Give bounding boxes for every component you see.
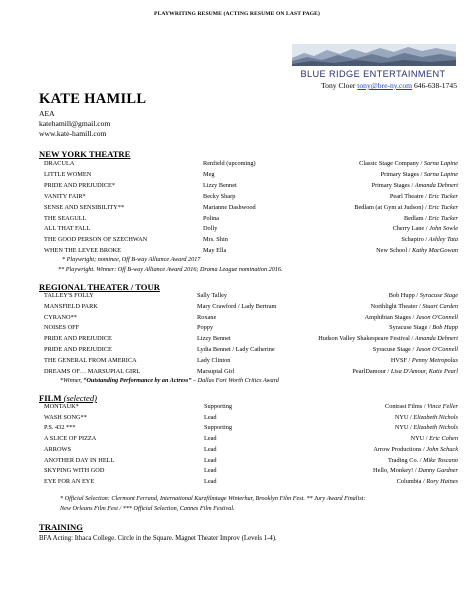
credit-role: Marsupial Girl (197, 367, 235, 375)
credit-title: DREAMS OF… MARSUPIAL GIRL (44, 367, 141, 375)
credit-title: VANITY FAIR* (44, 192, 86, 200)
credit-venue-director: Northlight Theater / Stuart Carden (370, 302, 458, 310)
credit-title: PRIDE AND PREJUDICE (44, 346, 112, 353)
credit-role: Mrs. Shin (203, 236, 228, 244)
credit-venue: NYU (410, 435, 425, 443)
credit-venue: NYU (394, 424, 409, 432)
credit-venue: Northlight Theater (370, 302, 418, 310)
credit-row (44, 423, 458, 432)
mountain-logo-image (292, 44, 456, 66)
credit-venue: PearlDamour (352, 367, 386, 375)
credit-row (44, 334, 458, 343)
credit-row (44, 291, 458, 300)
agency-contact-name: Tony Cloer (321, 81, 356, 90)
credit-row (44, 323, 458, 332)
credit-title: P.S. 432 *** (44, 424, 76, 432)
credit-title: MANSFIELD PARK (44, 302, 98, 310)
credit-director: Amanda Dehnert (414, 335, 458, 343)
credit-venue: Bob Hupp (388, 292, 415, 299)
credit-title: WASH SONG** (44, 413, 87, 421)
credit-role: Lizzy Bennet (197, 335, 231, 343)
credit-row (44, 456, 458, 465)
credit-role: Mary Crawford / Lady Bertram (197, 302, 277, 310)
credit-role: Lizzy Bennet (203, 181, 237, 189)
credit-role: Renfield (upcoming) (203, 160, 256, 167)
credit-venue: Pearl Theatre (389, 192, 424, 200)
credit-venue: Contrast Films (385, 403, 423, 410)
credit-venue: Schapiro (401, 236, 424, 244)
credit-director: John Schuck (426, 445, 458, 453)
credit-row (44, 159, 458, 168)
credit-venue-director: PearlDamour / Lisa D'Amour, Katie Pearl (352, 367, 458, 375)
credit-venue-director: NYU / Elizabeth Nichols (394, 424, 458, 432)
credit-row (44, 170, 458, 179)
credit-director: Mike Toscano (423, 456, 458, 464)
credit-role: Polina (203, 214, 220, 222)
credit-venue: Syracuse Stage (389, 324, 428, 332)
credit-venue-director: Arrow Productions / John Schuck (373, 445, 458, 453)
credit-venue-director: NYU / Elizabeth Nichols (394, 413, 458, 421)
credit-role: Lady Clinton (197, 356, 231, 364)
credit-role: Lead (204, 445, 217, 453)
credit-venue: Primary Stages (380, 170, 419, 178)
credit-row (44, 224, 458, 233)
regional-note-prefix: *Winner, (60, 377, 84, 384)
credit-role: Becky Sharp (203, 192, 236, 200)
credit-venue-director: Cherry Lane / John Sowle (392, 225, 458, 233)
credit-role: Supporting (204, 403, 232, 410)
credit-venue-director: Syracuse Stage / Jason O'Connell (372, 346, 458, 353)
credit-row (44, 356, 458, 365)
credit-title: THE GENERAL FROM AMERICA (44, 356, 137, 364)
credit-title: THE SEAGULL (44, 214, 87, 222)
credit-title: EYE FOR AN EYE (44, 477, 95, 485)
credit-venue: Columbia (396, 477, 422, 485)
credit-director: Eric Tucker (428, 214, 458, 222)
credit-title: SKYPING WITH GOD (44, 467, 105, 475)
credit-venue: Bedlam (at Gym at Judson) (354, 203, 424, 211)
regional-award-note (60, 377, 279, 385)
film-note-line-2: New Orleans Film Fest / *** Official Selection, Cannes Film Festival. (60, 505, 235, 512)
credit-venue-director: Trading Co. / Mike Toscano (387, 456, 458, 464)
credit-venue: Cherry Lane (392, 225, 425, 233)
agency-contact (280, 81, 457, 90)
credit-venue-director: Schapiro / Ashley Tata (401, 236, 458, 244)
credit-role: Lead (204, 435, 217, 443)
credit-venue-director: NYU / Eric Cohen (410, 435, 458, 443)
credit-venue-director: HVSF / Penny Metropolus (390, 356, 458, 364)
credit-role: Lead (204, 413, 217, 421)
credit-director: Amanda Dehnert (414, 181, 458, 189)
credit-role: Lead (204, 456, 217, 464)
credit-title: A SLICE OF PIZZA (44, 435, 97, 443)
credit-venue-director: Columbia / Rory Haines (396, 477, 458, 485)
credit-director: Elizabeth Nichols (413, 413, 458, 421)
credit-venue-director: Pearl Theatre / Eric Tucker (389, 192, 458, 200)
credit-director: Lisa D'Amour, Katie Pearl (390, 367, 458, 375)
section-title-regional: REGIONAL THEATER / TOUR (39, 282, 160, 292)
agency-email-link[interactable]: tony@bre-ny.com (357, 81, 413, 90)
credit-title: CYRANO** (44, 313, 77, 321)
credit-row (44, 192, 458, 201)
agency-name: BLUE RIDGE ENTERTAINMENT (300, 69, 446, 79)
credit-venue: Amphibian Stages (364, 313, 411, 321)
credit-row (44, 445, 458, 454)
credit-venue-director: Hello, Monkey! / Danny Gardner (373, 467, 458, 475)
credit-title: PRIDE AND PREJUDICE (44, 335, 112, 343)
credit-row (44, 345, 458, 354)
credit-venue: Classic Stage Company (359, 160, 419, 167)
credit-row (44, 313, 458, 322)
credit-role: Poppy (197, 324, 214, 332)
person-name: KATE HAMILL (39, 91, 147, 107)
credit-director: Jason O'Connell (415, 313, 458, 321)
credit-director: Rory Haines (426, 477, 458, 485)
credit-venue-director: Bedlam (at Gym at Judson) / Eric Tucker (354, 203, 458, 211)
credit-row (44, 367, 458, 376)
credit-title: LITTLE WOMEN (44, 170, 92, 178)
credit-role: Sally Talley (197, 292, 228, 299)
section-title-ny: NEW YORK THEATRE (39, 149, 131, 159)
credit-title: ARROWS (44, 445, 71, 453)
credit-role: Meg (203, 170, 215, 178)
credit-row (44, 235, 458, 244)
ny-note-1: * Playwright; nominee, Off B-way Alliance Award 2017 (62, 256, 201, 263)
credit-row (44, 203, 458, 212)
credit-row (44, 477, 458, 486)
agency-phone: 646-638-1745 (413, 81, 457, 90)
credit-title: WHEN THE LEVEE BROKE (44, 247, 122, 255)
credit-row (44, 402, 458, 411)
credit-venue: Trading Co. (387, 456, 419, 464)
credit-director: Sarna Lapine (423, 170, 458, 178)
credit-director: Elizabeth Nichols (413, 424, 458, 432)
credit-director: Sarna Lapine (423, 160, 458, 167)
credit-venue: Primary Stages (371, 181, 410, 189)
credit-title: DRACULA (44, 160, 75, 167)
credit-role: Lead (204, 467, 217, 475)
credit-title: TALLEY'S FOLLY (44, 292, 94, 299)
credit-director: Jason O'Connell (415, 346, 458, 353)
credit-venue: Syracuse Stage (372, 346, 411, 353)
credit-director: Eric Tucker (428, 203, 458, 211)
credit-title: ANOTHER DAY IN HELL (44, 456, 115, 464)
union-affiliation: AEA (39, 109, 55, 118)
credit-role: Roxane (197, 313, 217, 321)
credit-title: SENSE AND SENSIBILITY** (44, 203, 125, 211)
credit-director: Danny Gardner (418, 467, 458, 475)
section-title-training: TRAINING (39, 522, 83, 532)
credit-venue-director: Primary Stages / Amanda Dehnert (371, 181, 458, 189)
credit-role: Supporting (204, 424, 232, 432)
credit-venue-director: Contrast Films / Vince Feller (385, 403, 458, 410)
person-website[interactable]: www.kate-hamill.com (39, 129, 107, 138)
credit-director: Eric Cohen (429, 435, 458, 443)
credit-venue-director: Primary Stages / Sarna Lapine (380, 170, 458, 178)
credit-role: Lydia Bennet / Lady Catherine (197, 346, 275, 353)
credit-row (44, 434, 458, 443)
credit-role: May Ella (203, 247, 227, 255)
credit-venue-director: Classic Stage Company / Sarna Lapine (359, 160, 458, 167)
credit-row (44, 181, 458, 190)
credit-director: John Sowle (429, 225, 458, 233)
credit-director: Stuart Carden (422, 302, 458, 310)
credit-row (44, 214, 458, 223)
credit-venue: Arrow Productions (373, 445, 422, 453)
page-heading: PLAYWRITING RESUME (ACTING RESUME ON LAST PAGE) (154, 11, 320, 17)
credit-title: THE GOOD PERSON OF SZECHWAN (44, 236, 148, 244)
credit-title: PRIDE AND PREJUDICE* (44, 181, 116, 189)
credit-director: Syracuse Stage (419, 292, 458, 299)
film-subtitle: (selected) (63, 393, 97, 403)
film-title-text: FILM (39, 393, 62, 403)
credit-row (44, 466, 458, 475)
credit-director: Bob Hupp (432, 324, 458, 332)
credit-venue: Hello, Monkey! (373, 467, 414, 475)
credit-venue-director: Bedlam / Eric Tucker (403, 214, 458, 222)
credit-title: ALL THAT FALL (44, 225, 91, 233)
credit-row (44, 246, 458, 255)
credit-venue: Hudson Valley Shakespeare Festival (318, 335, 410, 343)
credit-director: Penny Metropolus (411, 356, 458, 364)
credit-venue: NYU (394, 413, 409, 421)
credit-director: Ashley Tata (428, 236, 458, 244)
credit-venue-director: Hudson Valley Shakespeare Festival / Amanda Dehnert (318, 335, 458, 343)
credit-role: Lead (204, 477, 217, 485)
regional-note-suffix: – Dallas Fort Worth Critics Award (191, 377, 279, 384)
credit-venue: HVSF (390, 356, 407, 364)
ny-note-2: ** Playwright. Winner: Off B-way Alliance Award 2016; Drama League nomination 2016. (58, 266, 283, 273)
training-text: BFA Acting: Ithaca College. Circle in the Square. Magnet Theater Improv (Levels 1-4). (39, 535, 277, 542)
person-email[interactable]: katehamill@gmail.com (39, 119, 111, 128)
credit-director: Kathy MacGowan (412, 247, 458, 255)
credit-venue: New School (376, 247, 408, 255)
regional-note-award: “Outstanding Performance by an Actress” (83, 377, 192, 384)
credit-row (44, 413, 458, 422)
credit-director: Eric Tucker (428, 192, 458, 200)
credit-title: MONTAUK* (44, 403, 79, 410)
credit-venue-director: Bob Hupp / Syracuse Stage (388, 292, 458, 299)
credit-venue: Bedlam (403, 214, 424, 222)
credit-role: Dolly (203, 225, 218, 233)
credit-venue-director: Syracuse Stage / Bob Hupp (389, 324, 458, 332)
credit-director: Vince Feller (427, 403, 458, 410)
credit-title: NOISES OFF (44, 324, 80, 332)
credit-venue-director: New School / Kathy MacGowan (376, 247, 458, 255)
credit-row (44, 302, 458, 311)
film-note-line-1: * Official Selection: Clermont Ferrand, International Kurzfilmtage Winterhur, Brooklyn Film Fest. ** Jury Award Finalist: (60, 495, 366, 502)
credit-role: Marianne Dashwood (203, 203, 256, 211)
credit-venue-director: Amphibian Stages / Jason O'Connell (364, 313, 458, 321)
